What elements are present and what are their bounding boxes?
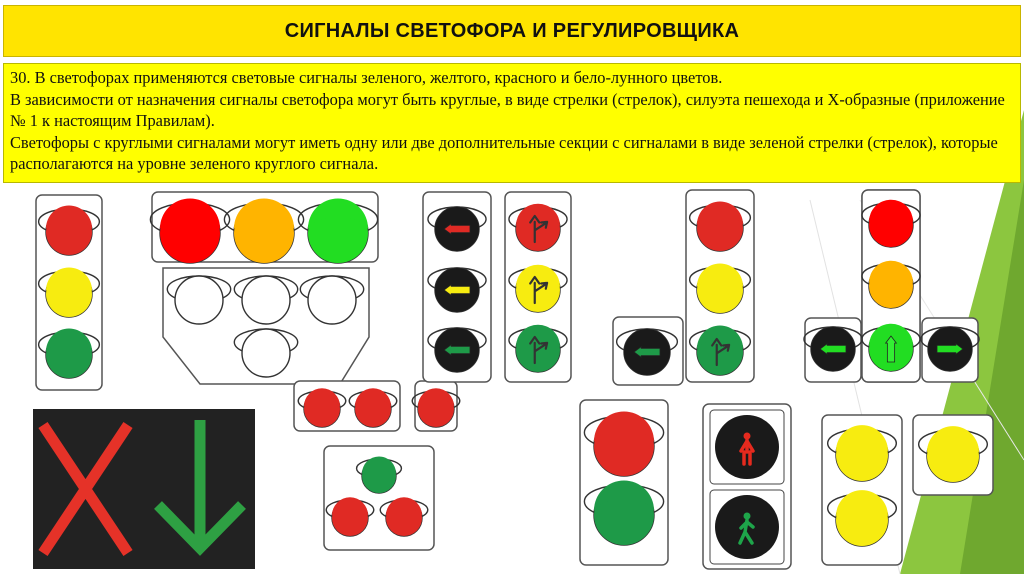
lens-outline — [308, 276, 356, 324]
rule-paragraph: 30. В светофорах применяются световые сигналы зеленого, желтого, красного и бело-лунного цветов. — [10, 68, 723, 87]
lens-outline — [242, 276, 290, 324]
lens-outline — [175, 276, 223, 324]
rule-paragraph: В зависимости от назначения сигналы светофора могут быть круглые, в виде стрелки (стрелок), силуэта пешехода и X-образные (приложение № 1 к настоящим Правилам). — [10, 89, 1005, 131]
lens-outline — [242, 329, 290, 377]
page-title: СИГНАЛЫ СВЕТОФОРА И РЕГУЛИРОВЩИКА — [284, 19, 740, 42]
lane-signal-panel — [33, 409, 255, 569]
rule-paragraph: Светофоры с круглыми сигналами могут иметь одну или две дополнительные секции с сигналами в виде зеленой стрелки (стрелок), которые располагаются на уровне зеленого круглого сигнала. — [10, 132, 998, 174]
